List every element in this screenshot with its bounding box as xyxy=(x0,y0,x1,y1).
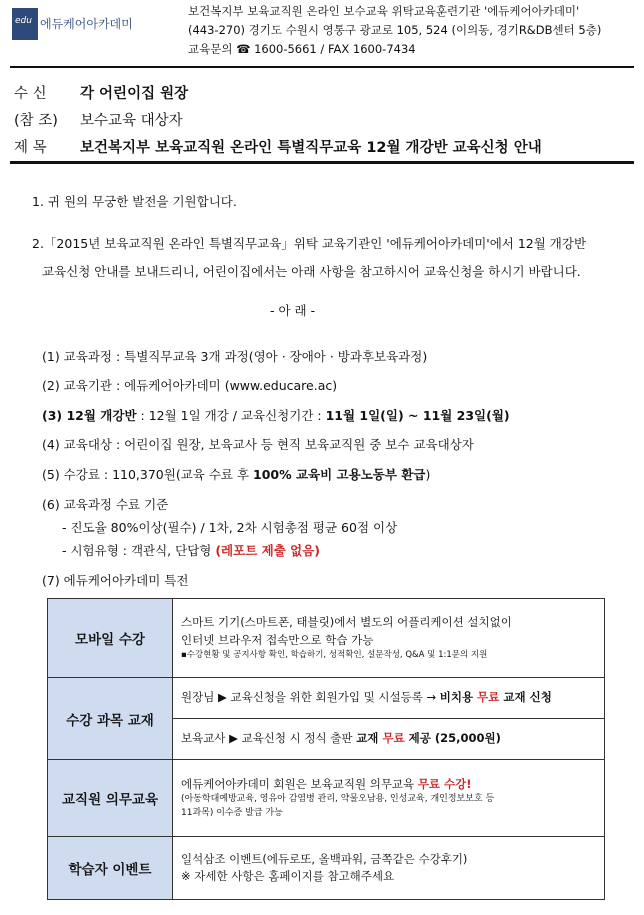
completion-exam-type xyxy=(62,541,320,559)
item-december-period: 11월 1일(일) ~ 11월 23일(월) xyxy=(325,408,510,423)
item-fee-text: (5) 수강료 : 110,370원(교육 수료 후 xyxy=(42,467,254,482)
duty-line-1 xyxy=(181,776,596,793)
duty-content xyxy=(173,760,605,837)
benefits-table xyxy=(47,598,605,900)
header-line-2: (443-270) 경기도 수원시 영통구 광교로 105, 524 (이의동, 경기R&DB센터 5층) xyxy=(188,23,602,37)
item-december-label: (3) 12월 개강반 xyxy=(42,408,137,423)
header-divider xyxy=(10,66,634,68)
table-row-duty xyxy=(48,760,605,837)
event-content xyxy=(173,837,605,900)
mobile-label: 모바일 수강 xyxy=(48,599,173,678)
completion-progress: - 진도율 80%이상(필수) / 1차, 2차 시험총점 평균 60점 이상 xyxy=(62,520,398,535)
table-row-event xyxy=(48,837,605,900)
item-fee-close: ) xyxy=(425,467,431,482)
recipient-value: 각 어린이집 원장 xyxy=(80,86,189,102)
mobile-content xyxy=(173,599,605,678)
textbook-director-kind: 비치용 xyxy=(439,690,478,705)
textbook-director-free: 무료 xyxy=(477,690,500,705)
item-institution: (2) 교육기관 : 에듀케어아카데미 (www.educare.ac) xyxy=(42,378,338,393)
item-benefits: (7) 에듀케어아카데미 특전 xyxy=(42,573,189,588)
item-december-mid: : 12월 1일 개강 / 교육신청기간 : xyxy=(136,408,326,423)
logo-badge-text: edu xyxy=(15,16,32,26)
subject-divider xyxy=(10,161,634,164)
no-report-note: (레포트 제출 없음) xyxy=(215,543,320,558)
mobile-line-3: ▪수강현황 및 공지사항 확인, 학습하기, 성적확인, 설문작성, Q&A 및 1:1문의 지원 xyxy=(181,649,488,660)
table-row-textbook-1 xyxy=(48,678,605,719)
textbook-teacher-free: 무료 xyxy=(382,731,405,746)
paragraph-2-line-2: 교육신청 안내를 보내드리니, 어린이집에서는 아래 사항을 참고하시어 교육신청을 하시기 바랍니다. xyxy=(42,264,581,279)
textbook-director-text: 원장님 ▶ 교육신청을 위한 회원가입 및 시설등록 → xyxy=(181,690,440,705)
event-line-1: 일석삼조 이벤트(에듀로또, 올백파워, 금쪽같은 수강후기) xyxy=(181,851,468,866)
reference-value: 보수교육 대상자 xyxy=(80,113,183,129)
item-fee xyxy=(42,465,430,483)
duty-line-2: (아동학대예방교육, 영유아 감염병 관리, 약물오남용, 인성교육, 개인정보보호 등 xyxy=(181,794,495,805)
paragraph-2-line-1: 2.「2015년 보육교직원 온라인 특별직무교육」위탁 교육기관인 '에듀케어아카데미'에서 12월 개강반 xyxy=(32,236,587,251)
logo-text: 에듀케어아카데미 xyxy=(40,17,133,31)
item-fee-refund: 100% 교육비 고용노동부 환급 xyxy=(253,467,426,482)
item-course: (1) 교육과정 : 특별직무교육 3개 과정(영아 · 장애아 · 방과후보육과정) xyxy=(42,349,428,364)
event-line-2: ※ 자세한 사항은 홈페이지를 참고해주세요 xyxy=(181,869,395,883)
item-target: (4) 교육대상 : 어린이집 원장, 보육교사 등 현직 보육교직원 중 보수 교육대상자 xyxy=(42,437,474,452)
event-label: 학습자 이벤트 xyxy=(48,837,173,900)
textbook-teacher-kind: 교재 xyxy=(356,731,383,746)
textbook-director-tail: 교재 신청 xyxy=(499,690,552,705)
header-line-3: 교육문의 ☎ 1600-5661 / FAX 1600-7434 xyxy=(188,42,416,56)
notice-heading: - 아 래 - xyxy=(270,303,316,318)
reference-label: (참 조) xyxy=(14,113,58,129)
textbook-label: 수강 과목 교재 xyxy=(48,678,173,760)
header-line-1: 보건복지부 보육교직원 온라인 보수교육 위탁교육훈련기관 '에듀케어아카데미' xyxy=(188,4,580,18)
mobile-line-1: 스마트 기기(스마트폰, 태블릿)에서 별도의 어플리케이션 설치없이 xyxy=(181,615,512,630)
item-completion: (6) 교육과정 수료 기준 xyxy=(42,497,169,512)
textbook-director-row xyxy=(173,678,605,719)
textbook-teacher-tail: 제공 (25,000원) xyxy=(404,731,501,746)
paragraph-1: 1. 귀 원의 무궁한 발전을 기원합니다. xyxy=(32,194,237,209)
item-december-class xyxy=(42,406,510,424)
subject-label: 제 목 xyxy=(14,140,47,156)
recipient-label: 수 신 xyxy=(14,86,47,102)
duty-line-1-text: 에듀케어아카데미 회원은 보육교직원 의무교육 xyxy=(181,776,418,791)
logo-mark xyxy=(12,8,38,40)
textbook-teacher-row xyxy=(173,719,605,760)
duty-line-3: 11과목) 이수증 발급 가능 xyxy=(181,807,283,818)
duty-free: 무료 수강! xyxy=(417,776,472,791)
textbook-teacher-text: 보육교사 ▶ 교육신청 시 정식 출판 xyxy=(181,731,357,746)
mobile-line-2: 인터넷 브라우저 접속만으로 학습 가능 xyxy=(181,632,374,647)
table-row-mobile xyxy=(48,599,605,678)
duty-label: 교직원 의무교육 xyxy=(48,760,173,837)
subject-value: 보건복지부 보육교직원 온라인 특별직무교육 12월 개강반 교육신청 안내 xyxy=(80,140,542,156)
exam-type-text: - 시험유형 : 객관식, 단답형 xyxy=(62,543,216,558)
